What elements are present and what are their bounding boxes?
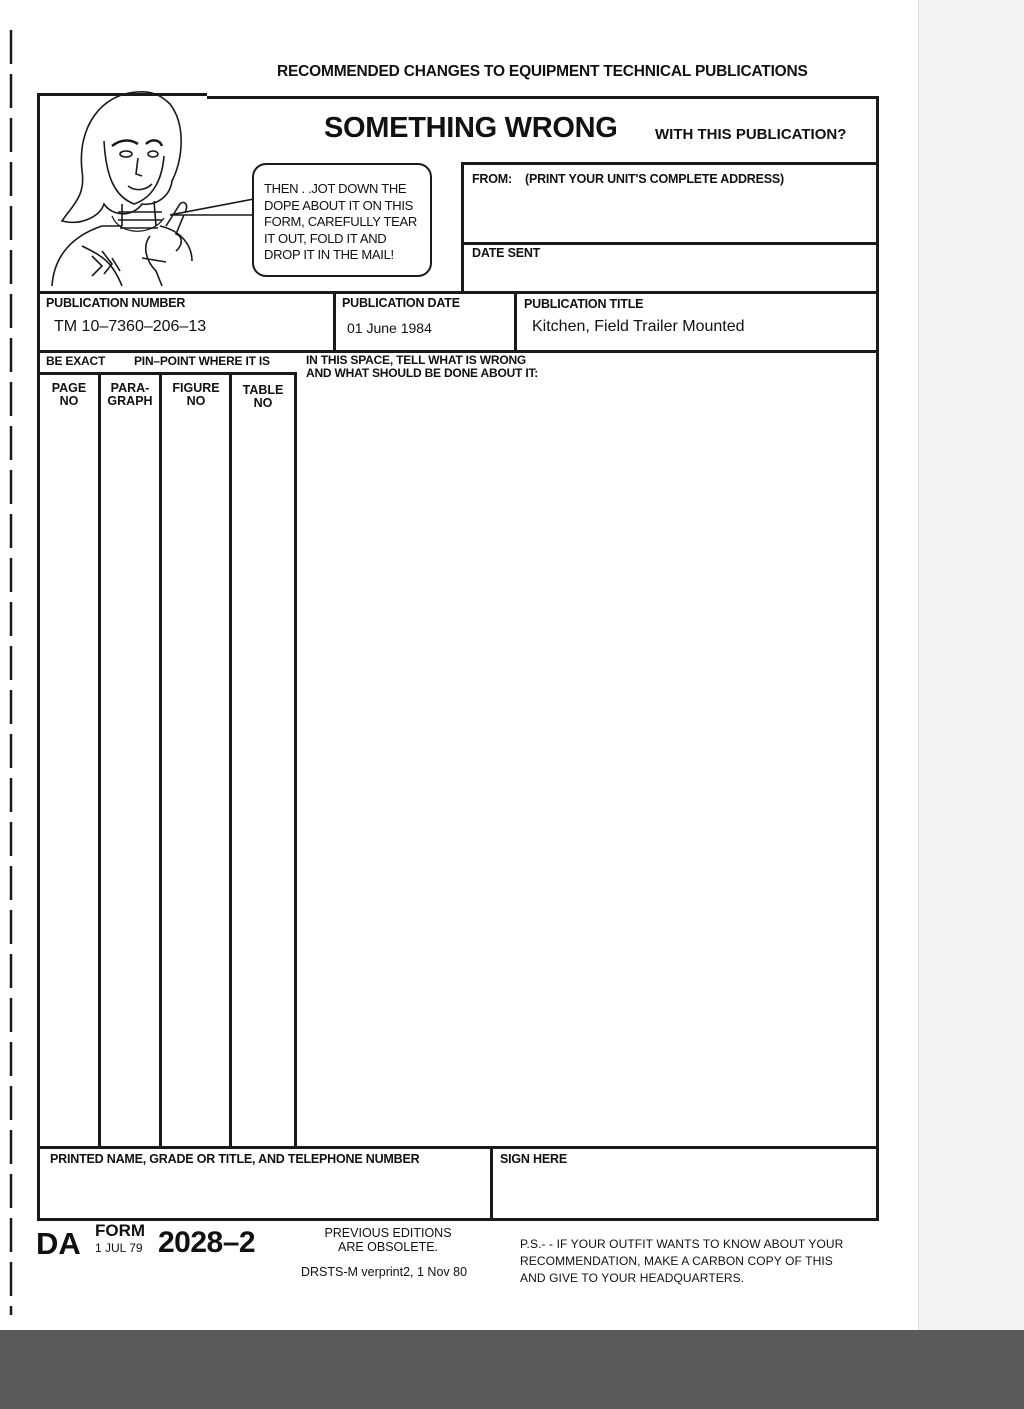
signature-divider xyxy=(490,1146,493,1220)
previous-editions-line: ARE OBSOLETE. xyxy=(337,1240,439,1254)
column-divider-4 xyxy=(294,372,297,1147)
signature-row-top xyxy=(37,1146,878,1149)
from-box-left xyxy=(461,162,464,293)
from-address-field[interactable] xyxy=(466,190,874,240)
form-number: 2028–2 xyxy=(158,1226,256,1259)
page-no-column-field[interactable] xyxy=(40,410,98,1147)
form-heading: RECOMMENDED CHANGES TO EQUIPMENT TECHNICAL PUBLICATIONS xyxy=(277,63,808,80)
description-field[interactable] xyxy=(298,385,874,1145)
publication-number-label: PUBLICATION NUMBER xyxy=(46,296,186,310)
signature-field[interactable] xyxy=(495,1170,873,1216)
columns-top xyxy=(37,372,296,375)
form-date: 1 JUL 79 xyxy=(95,1241,143,1255)
column-header-figure xyxy=(162,382,230,408)
column-header-text: NO xyxy=(59,394,79,408)
ps-line: P.S.- - IF YOUR OUTFIT WANTS TO KNOW ABOUT YOUR xyxy=(520,1237,844,1251)
space-instruction-line1: IN THIS SPACE, TELL WHAT IS WRONG xyxy=(306,353,527,367)
ps-line: AND GIVE TO YOUR HEADQUARTERS. xyxy=(520,1271,745,1285)
ps-note xyxy=(520,1236,843,1287)
pub-divider-2 xyxy=(514,291,517,352)
publication-date-label: PUBLICATION DATE xyxy=(342,296,460,310)
frame-top-right xyxy=(207,96,878,99)
sign-here-label: SIGN HERE xyxy=(500,1152,567,1166)
speech-tail xyxy=(170,195,260,225)
page-edge-shadow xyxy=(918,0,1024,1335)
pub-row-top xyxy=(37,291,878,294)
table-no-column-field[interactable] xyxy=(232,410,294,1147)
column-header-page xyxy=(40,382,98,408)
bubble-line: DROP IT IN THE MAIL! xyxy=(264,247,394,262)
form-label: FORM xyxy=(95,1221,146,1240)
printed-name-label: PRINTED NAME, GRADE OR TITLE, AND TELEPHONE NUMBER xyxy=(50,1152,420,1166)
date-sent-label: DATE SENT xyxy=(472,246,541,260)
publication-number-value[interactable]: TM 10–7360–206–13 xyxy=(54,318,207,335)
column-header-table xyxy=(232,384,294,410)
woman-illustration xyxy=(42,86,257,291)
frame-right xyxy=(876,96,879,1220)
column-header-text: NO xyxy=(253,396,273,410)
figure-no-column-field[interactable] xyxy=(162,410,229,1147)
be-exact-label: BE EXACT xyxy=(46,354,106,368)
previous-editions-line: PREVIOUS EDITIONS xyxy=(324,1226,452,1240)
column-header-text: PARA- xyxy=(110,381,150,395)
column-header-text: FIGURE xyxy=(172,381,220,395)
column-header-text: PAGE xyxy=(51,381,87,395)
ps-line: RECOMMENDATION, MAKE A CARBON COPY OF THIS xyxy=(520,1254,833,1268)
scanner-background xyxy=(0,1330,1024,1409)
from-instruction: (PRINT YOUR UNIT'S COMPLETE ADDRESS) xyxy=(525,172,784,186)
bubble-line: THEN . .JOT DOWN THE xyxy=(264,181,407,196)
space-instruction xyxy=(306,354,538,380)
publication-date-value[interactable]: 01 June 1984 xyxy=(347,320,432,336)
something-wrong-title: SOMETHING WRONG xyxy=(324,112,618,144)
column-header-text: TABLE xyxy=(242,383,284,397)
speech-bubble xyxy=(252,163,432,277)
printed-name-field[interactable] xyxy=(42,1170,488,1216)
space-instruction-line2: AND WHAT SHOULD BE DONE ABOUT IT: xyxy=(306,366,539,380)
publication-title-label: PUBLICATION TITLE xyxy=(524,297,644,311)
column-header-paragraph xyxy=(101,382,159,408)
column-header-text: GRAPH xyxy=(107,394,153,408)
frame-bottom xyxy=(37,1218,879,1221)
publication-title-value[interactable]: Kitchen, Field Trailer Mounted xyxy=(532,318,745,335)
drsts-note: DRSTS-M verprint2, 1 Nov 80 xyxy=(301,1265,468,1279)
bubble-line: DOPE ABOUT IT ON THIS xyxy=(264,197,414,213)
from-box-top xyxy=(461,162,878,165)
perforation-line xyxy=(0,0,20,1330)
with-this-publication: WITH THIS PUBLICATION? xyxy=(655,126,847,143)
da-label: DA xyxy=(36,1226,81,1261)
bubble-line: IT OUT, FOLD IT AND xyxy=(264,230,387,246)
bubble-line: FORM, CAREFULLY TEAR xyxy=(264,214,417,229)
from-label: FROM: xyxy=(472,172,512,186)
pinpoint-label: PIN–POINT WHERE IT IS xyxy=(134,354,270,368)
column-header-text: NO xyxy=(186,394,206,408)
previous-editions-note xyxy=(300,1226,476,1254)
from-date-divider xyxy=(461,242,878,245)
date-sent-field[interactable] xyxy=(466,262,874,290)
paragraph-column-field[interactable] xyxy=(101,410,159,1147)
pub-divider-1 xyxy=(333,291,336,352)
